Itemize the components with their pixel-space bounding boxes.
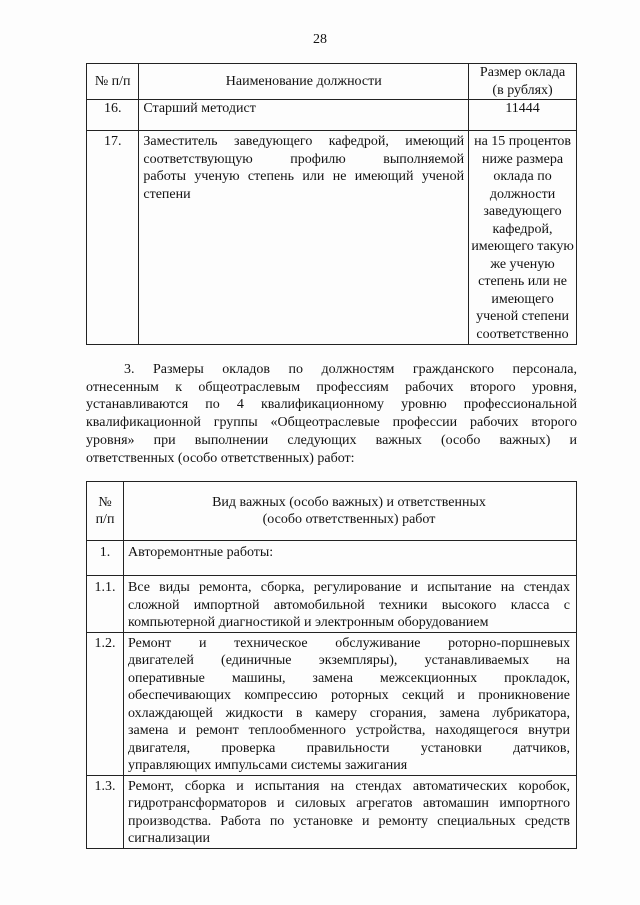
salary-line: степень или не <box>478 274 567 289</box>
work-line: замена и ремонт теплообменного устройства, находящегося внутри <box>128 723 570 738</box>
work-line: гидротрансформаторов и силовых агрегатов автомашин импортного <box>128 796 570 811</box>
salary-line: кафедрой, <box>492 221 553 237</box>
header-work-line: Вид важных (особо важных) и ответственных <box>212 494 486 510</box>
work-line: Все виды ремонта, сборка, регулирование и испытание на стендах <box>128 580 570 595</box>
name-line: работы ученую степень или не имеющий ученой <box>143 169 465 184</box>
header-work-line: (особо ответственных) работ <box>262 512 436 527</box>
works-table <box>86 481 577 849</box>
table-row <box>87 775 577 848</box>
salary-line: ниже размера <box>482 151 564 167</box>
header-num <box>87 482 124 541</box>
row-work <box>124 541 577 576</box>
work-line: обеспечивающих компрессию роторных секций и проникновение <box>128 688 570 703</box>
work-line: производства. Работа по установке и ремонту специальных средств <box>128 813 570 829</box>
positions-salary-table <box>86 63 577 345</box>
paragraph-line: ответственных (особо ответственных) работ: <box>86 450 355 466</box>
work-line: охлаждающей жидкости в камеру сгорания, замена лубрикатора, <box>128 705 570 721</box>
row-work <box>124 775 577 848</box>
salary-line: ученой степени <box>476 309 570 324</box>
header-salary-line: Размер оклада <box>479 65 566 80</box>
header-salary-line: (в рублях) <box>492 82 553 98</box>
header-work-type <box>124 482 577 541</box>
header-position-name: Наименование должности <box>139 64 469 100</box>
row-num: 1.2. <box>87 632 124 775</box>
work-line: компьютерной диагностикой и электронным оборудованием <box>128 615 489 630</box>
name-line: Заместитель заведующего кафедрой, имеющий <box>143 134 465 149</box>
work-line: оперативные машины, замена межсекционных прокладок, <box>128 670 570 686</box>
work-line: управляющих импульсами системы зажигания <box>128 758 408 773</box>
salary-line: же ученую <box>490 256 555 272</box>
name-line: соответствующую профилю выполняемой <box>143 151 465 167</box>
salary-line: оклада по <box>493 169 552 184</box>
table-row <box>87 541 577 576</box>
work-line: двигателя, проверка правильности установки датчиков, <box>128 740 570 756</box>
paragraph-line: устанавливаются по 4 квалификационному уровню профессиональной <box>86 397 577 413</box>
row-salary <box>469 131 577 345</box>
work-line: сигнализации <box>128 831 210 846</box>
table-header-row <box>87 64 577 100</box>
name-line: Старший методист <box>143 101 256 116</box>
paragraph-line: уровня» при выполнении следующих важных (особо важных) и <box>86 432 577 448</box>
work-line: двигателей (единичные экземпляры), устанавливаемых на <box>128 653 570 668</box>
row-position-name <box>139 131 469 345</box>
salary-line: должности <box>489 186 556 202</box>
header-num-line: № <box>98 494 112 510</box>
row-num: 17. <box>87 131 139 345</box>
salary-line: на 15 процентов <box>474 134 572 149</box>
salary-line: имеющего такую <box>471 239 574 254</box>
work-line: Ремонт, сборка и испытания на стендах автоматических коробок, <box>128 778 570 794</box>
row-work <box>124 576 577 633</box>
work-line: сложной импортной автомобильной техники высокого класса с <box>128 597 570 613</box>
paragraph-line: отнесенным к общеотраслевым профессиям рабочих второго уровня, <box>86 379 577 395</box>
paragraph-line: 3. Размеры окладов по должностям гражданского персонала, <box>124 362 577 377</box>
name-line: степени <box>143 186 191 202</box>
row-num: 1.3. <box>87 775 124 848</box>
table-row <box>87 131 577 345</box>
paragraph-3 <box>86 361 577 467</box>
table-header-row <box>87 482 577 541</box>
salary-line: заведующего <box>483 204 562 219</box>
row-num: 1.1. <box>87 576 124 633</box>
table-row <box>87 100 577 131</box>
header-salary <box>469 64 577 100</box>
work-line: Авторемонтные работы: <box>128 545 274 560</box>
salary-line: 11444 <box>505 101 540 116</box>
table-row <box>87 632 577 775</box>
row-num: 1. <box>87 541 124 576</box>
paragraph-line: квалификационной группы «Общеотраслевые профессии рабочих второго <box>86 415 577 431</box>
table-row <box>87 576 577 633</box>
row-salary <box>469 100 577 131</box>
salary-line: имеющего <box>491 291 554 307</box>
header-num: № п/п <box>87 64 139 100</box>
salary-line: соответственно <box>476 326 569 342</box>
row-work <box>124 632 577 775</box>
row-position-name <box>139 100 469 131</box>
work-line: Ремонт и техническое обслуживание роторно-поршневых <box>128 635 570 651</box>
page-number: 28 <box>313 32 327 47</box>
header-num-line: п/п <box>95 512 115 527</box>
row-num: 16. <box>87 100 139 131</box>
